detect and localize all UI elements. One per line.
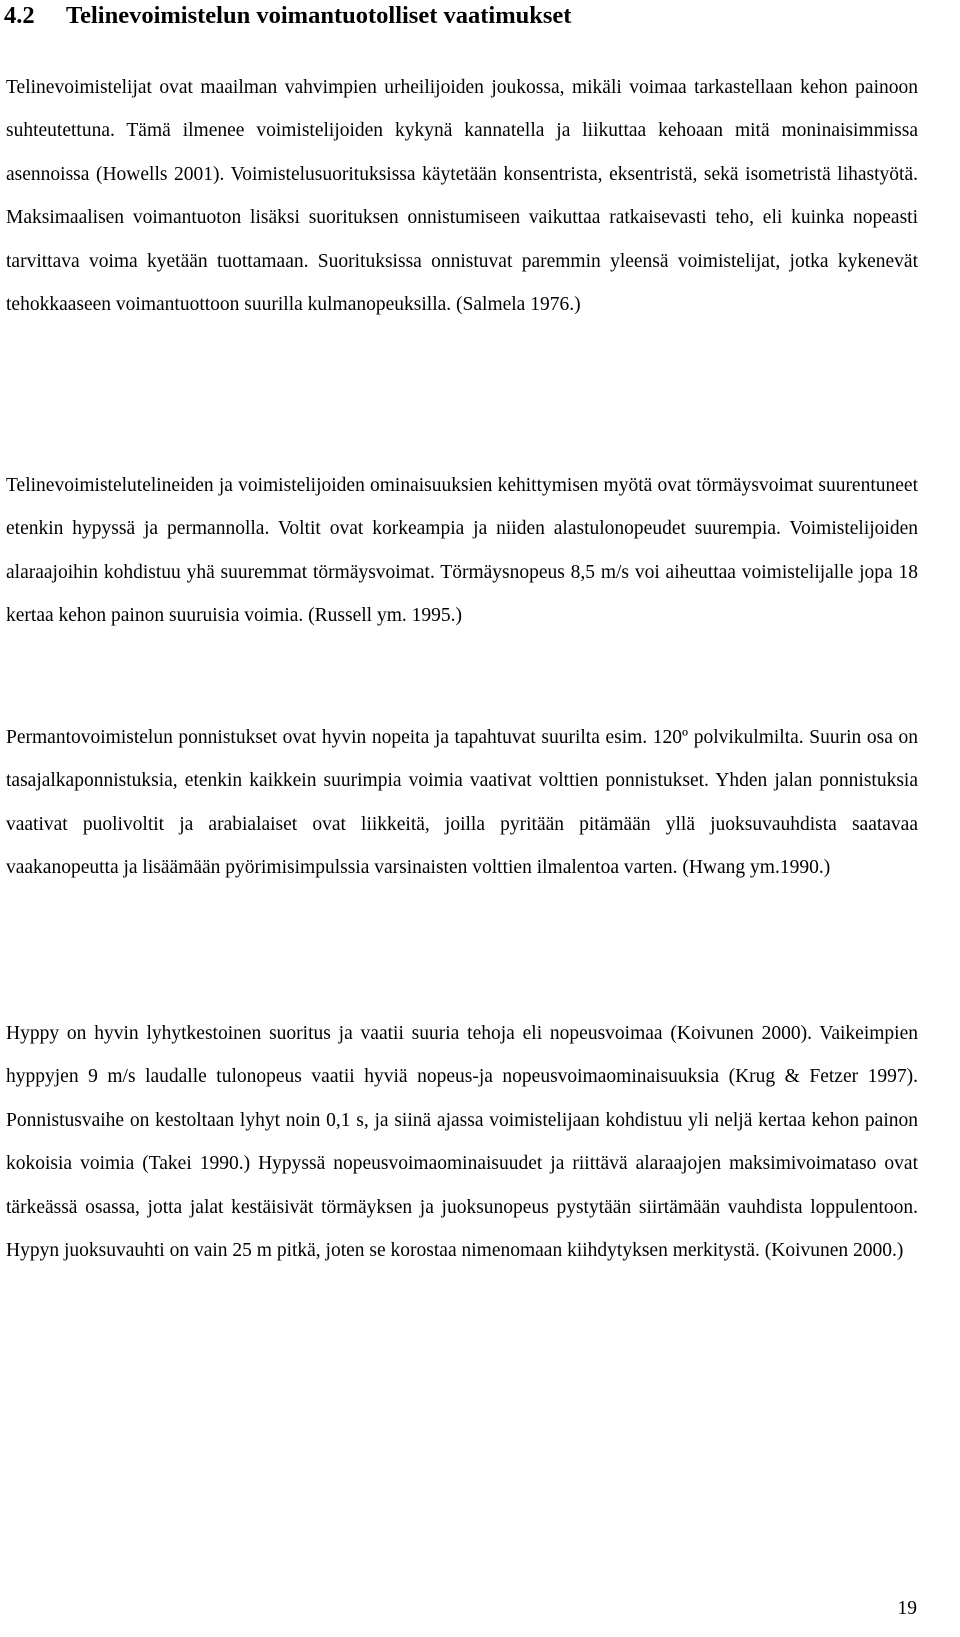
section-title: Telinevoimistelun voimantuotolliset vaatimukset	[66, 2, 572, 29]
paragraph-vault: Hyppy on hyvin lyhytkestoinen suoritus ja vaatii suuria tehoja eli nopeusvoimaa (Koivunen 2000). Vaikeimpien hyppyjen 9 m/s laudalle tulonopeus vaatii hyviä nopeus-ja nopeusvoimaominaisuuksia (Krug & Fetzer 1997). Ponnistusvaihe on kestoltaan lyhyt noin 0,1 s, ja siinä ajassa voimistelijaan kohdistuu yli neljä kertaa kehon painon kokoisia voimia (Takei 1990.) Hypyssä nopeusvoimaominaisuudet ja riittävä alaraajojen maksimivoimataso ovat tärkeässä osassa, jotta jalat kestäisivät törmäyksen ja juoksunopeus pystytään siirtämään vauhdista loppulentoon. Hypyn juoksuvauhti on vain 25 m pitkä, joten se korostaa nimenomaan kiihdytyksen merkitystä. (Koivunen 2000.)	[6, 1023, 918, 1262]
paragraph-strength-overview: Telinevoimistelijat ovat maailman vahvimpien urheilijoiden joukossa, mikäli voimaa tarkastellaan kehon painoon suhteutettuna. Tämä ilmenee voimistelijoiden kykynä kannatella ja liikuttaa kehoaan mitä moninaisimmissa asennoissa (Howells 2001). Voimistelusuorituksissa käytetään konsentrista, eksentristä, sekä isometristä lihastyötä. Maksimaalisen voimantuoton lisäksi suorituksen onnistumiseen vaikuttaa ratkaisevasti teho, eli kuinka nopeasti tarvittava voima kyetään tuottamaan. Suorituksissa onnistuvat paremmin yleensä voimistelijat, jotka kykenevät tehokkaaseen voimantuottoon suurilla kulmanopeuksilla. (Salmela 1976.)	[6, 77, 918, 316]
section-heading	[4, 0, 571, 34]
paragraph-floor-takeoffs: Permantovoimistelun ponnistukset ovat hyvin nopeita ja tapahtuvat suurilta esim. 120º polvikulmilta. Suurin osa on tasajalkaponnistuksia, etenkin kaikkein suurimpia voimia vaativat volttien ponnistukset. Yhden jalan ponnistuksia vaativat puolivoltit ja arabialaiset ovat liikkeitä, joilla pyritään pitämään yllä juoksuvauhdista saatavaa vaakanopeutta ja lisäämään pyörimisimpulssia varsinaisten volttien ilmalentoa varten. (Hwang ym.1990.)	[6, 727, 918, 879]
page-number: 19	[897, 1598, 917, 1619]
paragraph-impact-forces: Telinevoimistelutelineiden ja voimistelijoiden ominaisuuksien kehittymisen myötä ovat törmäysvoimat suurentuneet etenkin hypyssä ja permannolla. Voltit ovat korkeampia ja niiden alastulonopeudet suurempia. Voimistelijoiden alaraajoihin kohdistuu yhä suuremmat törmäysvoimat. Törmäysnopeus 8,5 m/s voi aiheuttaa voimistelijalle jopa 18 kertaa kehon painon suuruisia voimia. (Russell ym. 1995.)	[6, 475, 918, 627]
section-number: 4.2	[4, 2, 35, 29]
